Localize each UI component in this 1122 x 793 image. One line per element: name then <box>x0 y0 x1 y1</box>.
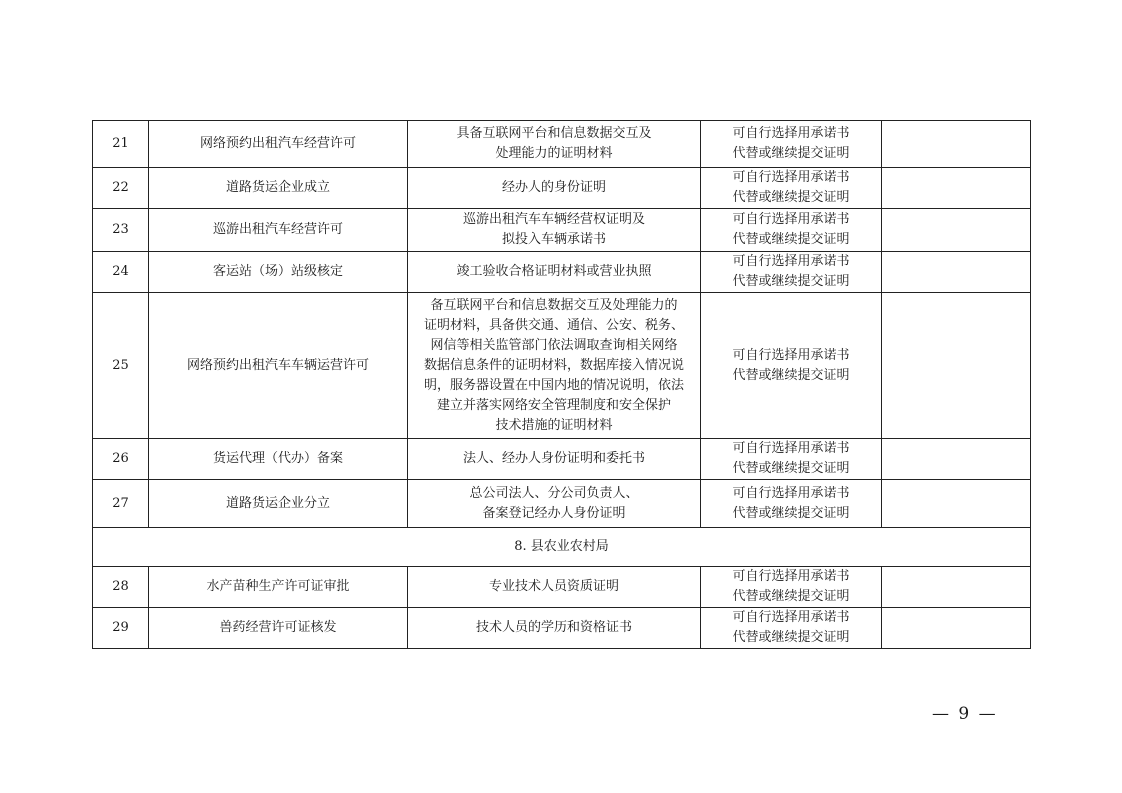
required-material: 巡游出租汽车车辆经营权证明及 拟投入车辆承诺书 <box>408 209 701 252</box>
row-number: 28 <box>93 567 149 608</box>
item-name: 货运代理（代办）备案 <box>149 439 408 480</box>
handling-method: 可自行选择用承诺书 代替或继续提交证明 <box>701 252 882 293</box>
table-row <box>93 608 1031 649</box>
item-name: 网络预约出租汽车经营许可 <box>149 121 408 168</box>
row-number: 22 <box>93 168 149 209</box>
section-header-row <box>93 528 1031 567</box>
item-name: 兽药经营许可证核发 <box>149 608 408 649</box>
required-material: 具备互联网平台和信息数据交互及 处理能力的证明材料 <box>408 121 701 168</box>
remark <box>882 252 1031 293</box>
handling-method: 可自行选择用承诺书 代替或继续提交证明 <box>701 293 882 439</box>
handling-method: 可自行选择用承诺书 代替或继续提交证明 <box>701 439 882 480</box>
handling-method: 可自行选择用承诺书 代替或继续提交证明 <box>701 567 882 608</box>
required-material: 总公司法人、分公司负责人、 备案登记经办人身份证明 <box>408 480 701 528</box>
remark <box>882 209 1031 252</box>
table-row <box>93 209 1031 252</box>
table-row <box>93 252 1031 293</box>
item-name: 客运站（场）站级核定 <box>149 252 408 293</box>
table-row <box>93 121 1031 168</box>
required-material: 经办人的身份证明 <box>408 168 701 209</box>
handling-method: 可自行选择用承诺书 代替或继续提交证明 <box>701 209 882 252</box>
required-material: 技术人员的学历和资格证书 <box>408 608 701 649</box>
row-number: 26 <box>93 439 149 480</box>
handling-method: 可自行选择用承诺书 代替或继续提交证明 <box>701 121 882 168</box>
certification-table <box>92 120 1031 649</box>
table-row <box>93 480 1031 528</box>
remark <box>882 168 1031 209</box>
row-number: 25 <box>93 293 149 439</box>
table-row <box>93 293 1031 439</box>
required-material: 竣工验收合格证明材料或营业执照 <box>408 252 701 293</box>
item-name: 网络预约出租汽车车辆运营许可 <box>149 293 408 439</box>
row-number: 21 <box>93 121 149 168</box>
row-number: 29 <box>93 608 149 649</box>
table-row <box>93 439 1031 480</box>
row-number: 24 <box>93 252 149 293</box>
remark <box>882 567 1031 608</box>
page-number: — 9 — <box>932 704 998 724</box>
remark <box>882 608 1031 649</box>
handling-method: 可自行选择用承诺书 代替或继续提交证明 <box>701 608 882 649</box>
item-name: 道路货运企业成立 <box>149 168 408 209</box>
handling-method: 可自行选择用承诺书 代替或继续提交证明 <box>701 168 882 209</box>
item-name: 巡游出租汽车经营许可 <box>149 209 408 252</box>
table-row <box>93 168 1031 209</box>
section-title: 8. 县农业农村局 <box>93 528 1031 567</box>
required-material: 备互联网平台和信息数据交互及处理能力的 证明材料，具备供交通、通信、公安、税务、 网信等相关监管部门依法调取查询相关网络 数据信息条件的证明材料，数据库接入情况说 明，服务器设置在中国内地的情况说明，依法 建立并落实网络安全管理制度和安全保护 技术措施的证明材料 <box>408 293 701 439</box>
remark <box>882 480 1031 528</box>
required-material: 法人、经办人身份证明和委托书 <box>408 439 701 480</box>
row-number: 27 <box>93 480 149 528</box>
row-number: 23 <box>93 209 149 252</box>
remark <box>882 293 1031 439</box>
required-material: 专业技术人员资质证明 <box>408 567 701 608</box>
item-name: 水产苗种生产许可证审批 <box>149 567 408 608</box>
table-row <box>93 567 1031 608</box>
remark <box>882 439 1031 480</box>
remark <box>882 121 1031 168</box>
handling-method: 可自行选择用承诺书 代替或继续提交证明 <box>701 480 882 528</box>
item-name: 道路货运企业分立 <box>149 480 408 528</box>
